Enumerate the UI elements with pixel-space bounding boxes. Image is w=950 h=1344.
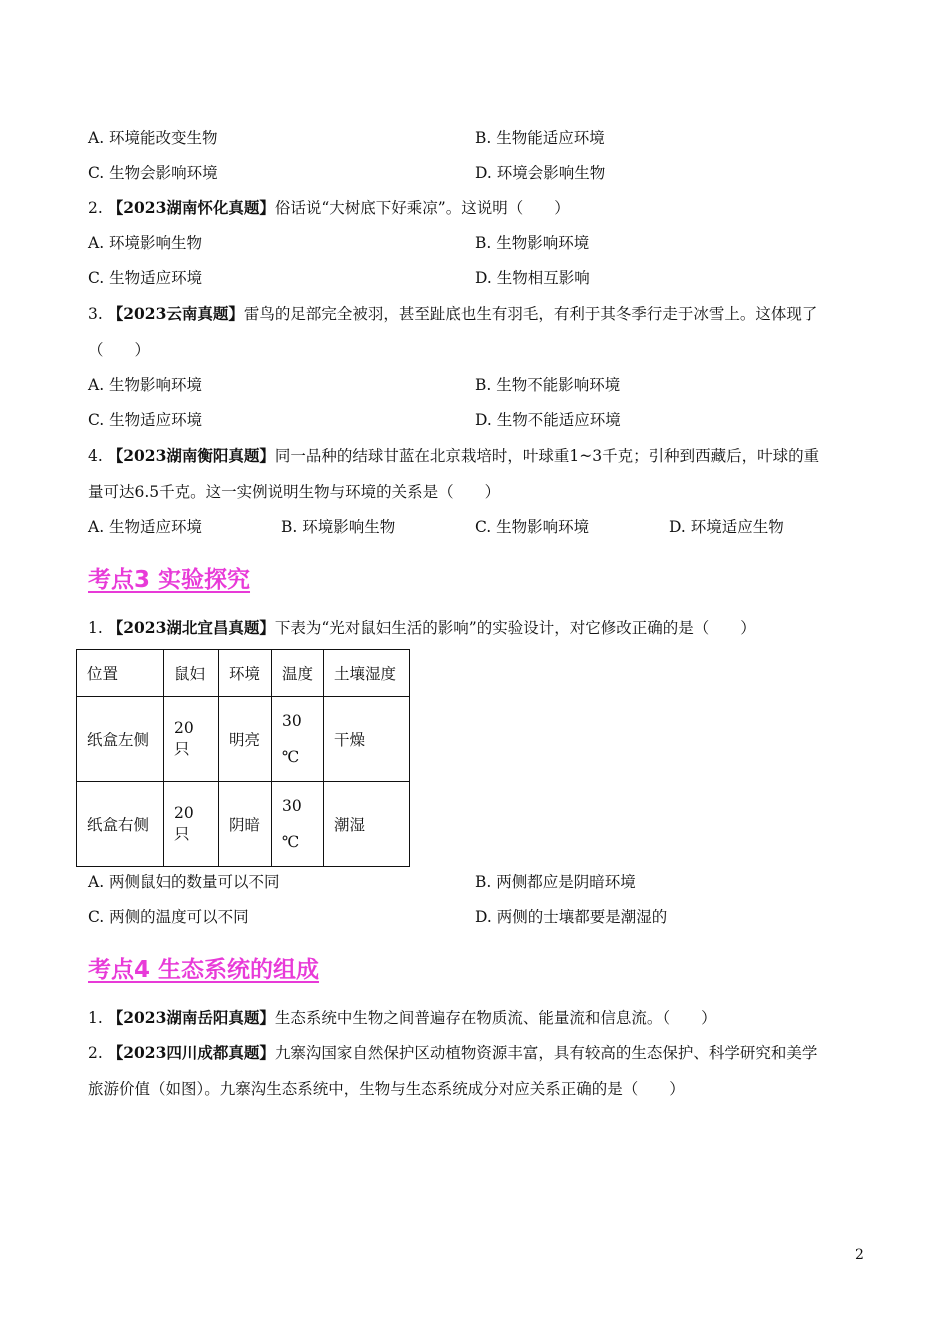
q3-stem: 3. 【2023云南真题】雷鸟的足部完全被羽，甚至趾底也生有羽毛，有利于其冬季行走于冰雪上。这体现了 [88,304,818,323]
q4-option-b: B. 环境影响生物 [281,518,396,536]
table-cell: 阴暗 [219,782,272,867]
q4-stem-cont: 量可达6.5千克。这一实例说明生物与环境的关系是（ ） [88,483,501,501]
q3-stem-cont: （ ） [88,341,151,359]
table-header-row [77,650,410,697]
table-cell: 纸盒右侧 [77,782,164,867]
table-cell: 潮湿 [324,782,410,867]
table-cell: 纸盒左侧 [77,697,164,782]
s3-q1-stem: 1. 【2023湖北宜昌真题】下表为“光对鼠妇生活的影响”的实验设计，对它修改正确的是（ ） [88,618,756,637]
q1-option-c: C. 生物会影响环境 [88,164,218,182]
table-cell: 20只 [164,782,219,867]
q2-option-a: A. 环境影响生物 [88,234,203,252]
q4-option-c: C. 生物影响环境 [475,518,590,536]
q2-option-d: D. 生物相互影响 [475,269,590,287]
table-cell-temperature: 30 ℃ [272,782,324,867]
page-number: 2 [855,1247,864,1263]
q2-option-c: C. 生物适应环境 [88,269,203,287]
q3-option-a: A. 生物影响环境 [88,376,203,394]
q1-option-d: D. 环境会影响生物 [475,164,606,182]
table-row [77,782,410,867]
s3-q1-option-c: C. 两侧的温度可以不同 [88,908,249,926]
q4-option-d: D. 环境适应生物 [669,518,784,536]
table-header-cell: 温度 [272,650,324,697]
q3-option-c: C. 生物适应环境 [88,411,203,429]
table-row [77,697,410,782]
s3-q1-option-d: D. 两侧的士壤都要是潮湿的 [475,908,668,926]
q4-option-a: A. 生物适应环境 [88,518,203,536]
table-header-cell: 位置 [77,650,164,697]
experiment-table [76,649,410,867]
table-cell: 干燥 [324,697,410,782]
q1-option-a: A. 环境能改变生物 [88,129,218,147]
table-header-cell: 环境 [219,650,272,697]
s3-q1-option-b: B. 两侧都应是阴暗环境 [475,873,636,891]
table-cell-temperature: 30 ℃ [272,697,324,782]
q1-option-b: B. 生物能适应环境 [475,129,605,147]
s3-q1-option-a: A. 两侧鼠妇的数量可以不同 [88,873,280,891]
section-3-heading: 考点3 实验探究 [88,567,251,593]
s4-q2-stem-cont: 旅游价值（如图）。九寨沟生态系统中，生物与生态系统成分对应关系正确的是（ ） [88,1080,685,1098]
table-cell: 20只 [164,697,219,782]
table-header-cell: 鼠妇 [164,650,219,697]
q3-option-d: D. 生物不能适应环境 [475,411,621,429]
section-4-heading: 考点4 生态系统的组成 [88,957,320,983]
s4-q2-stem: 2. 【2023四川成都真题】九寨沟国家自然保护区动植物资源丰富，具有较高的生态保护、科学研究和美学 [88,1043,818,1062]
q2-stem: 2. 【2023湖南怀化真题】俗话说“大树底下好乘凉”。这说明（ ） [88,198,570,217]
q3-option-b: B. 生物不能影响环境 [475,376,621,394]
q2-option-b: B. 生物影响环境 [475,234,590,252]
s4-q1-stem: 1. 【2023湖南岳阳真题】生态系统中生物之间普遍存在物质流、能量流和信息流。（ ） [88,1008,717,1027]
table-cell: 明亮 [219,697,272,782]
q4-stem: 4. 【2023湖南衡阳真题】同一品种的结球甘蓝在北京栽培时，叶球重1~3千克；引种到西藏后，叶球的重 [88,446,820,465]
table-header-cell: 土壤湿度 [324,650,410,697]
